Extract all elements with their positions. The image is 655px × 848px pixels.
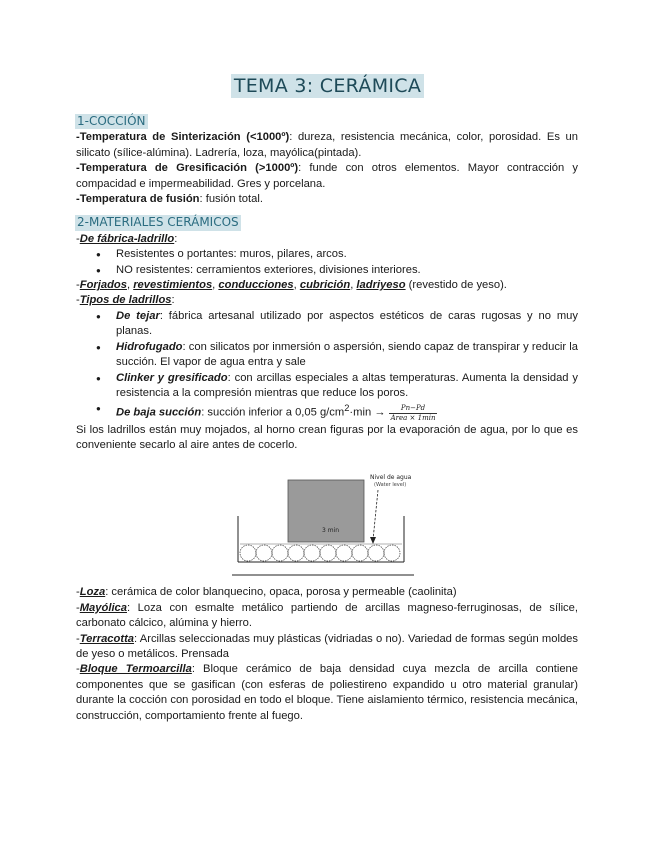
text-sinterizacion: : dureza, resistencia mecánica, color, porosidad. Es un silicato (sílice-alúmina). Ladrería, loza, mayólica(pintada). <box>76 131 578 159</box>
superscript: 2 <box>344 403 350 414</box>
support-circle <box>384 545 400 561</box>
paragraph-termoarcilla: -Bloque Termoarcilla: Bloque cerámico de baja densidad cuya mezcla de arcilla contiene componentes que se gasifican (con esferas de poliestireno expandido u otro material granular) durante la cocción con porosidad en todo el bloque. Tiene aislamiento térmico, resistencia mecánica, construcción, comportamiento frente al fuego. <box>76 663 578 722</box>
tipo-name: De baja succión <box>116 407 202 420</box>
list-item: ● Resistentes o portantes: muros, pilares, arcos. <box>76 247 578 262</box>
term-termoarcilla: Bloque Termoarcilla <box>79 663 192 676</box>
section-materiales <box>76 215 578 453</box>
section-heading-materiales: 2-MATERIALES CERÁMICOS <box>77 215 239 230</box>
document-body <box>76 114 578 724</box>
use-conducciones: conducciones <box>218 279 294 292</box>
list-item-baja-succion <box>76 401 578 422</box>
support-circle <box>272 545 288 561</box>
support-circle <box>320 545 336 561</box>
paragraph-sinterizacion <box>76 130 578 161</box>
tipo-name: Clinker y gresificado <box>116 371 228 384</box>
arrow-head-icon <box>370 537 376 544</box>
tipos-list <box>76 309 578 423</box>
support-circles <box>240 545 400 561</box>
tipo-text: : succión inferior a 0,05 g/cm <box>201 407 345 420</box>
page-title: TEMA 3: CERÁMICA <box>231 74 424 98</box>
support-circle <box>352 545 368 561</box>
support-circle <box>288 545 304 561</box>
brick-label: 3 min <box>322 527 340 534</box>
text-termoarcilla: : Bloque cerámico de baja densidad cuya mezcla de arcilla contiene componentes que se gasifican (con esferas de poliestireno expandido u otro material granular) durante la cocción con porosidad en todo el bloque. Tiene aislamiento térmico, resistencia mecánica, construcción, comportamiento frente al fuego. <box>76 663 578 722</box>
tipos-label: Tipos de ladrillos <box>79 294 172 307</box>
unit-min: ·min → <box>349 407 386 420</box>
title-container <box>0 74 655 98</box>
list-item-clinker <box>76 371 578 402</box>
section-tipos-ceramica <box>76 585 578 724</box>
support-circle <box>336 545 352 561</box>
uses-tail: (revestido de yeso). <box>408 279 507 292</box>
uses-line: -Forjados, revestimientos, conducciones, cubrición, ladriyeso (revestido de yeso). <box>76 279 507 292</box>
support-circle <box>304 545 320 561</box>
list-item-hidrofugado <box>76 340 578 371</box>
tipo-name: Hidrofugado <box>116 340 183 353</box>
support-circle <box>368 545 384 561</box>
tipo-name: De tejar <box>116 309 160 322</box>
term-fusion: -Temperatura de fusión <box>76 193 200 206</box>
use-forjados: Forjados <box>79 279 127 292</box>
tipos-heading: -Tipos de ladrillos: <box>76 294 175 307</box>
paragraph-note: Si los ladrillos están muy mojados, al horno crean figuras por la evaporación de agua, por lo que es conveniente secarlo al aire antes de cocerlo. <box>76 423 578 451</box>
formula-denominator: Area × 1min <box>390 413 436 422</box>
use-ladriyeso: ladriyeso <box>356 279 406 292</box>
term-mayolica: Mayólica <box>79 601 127 614</box>
formula-numerator: Pn−Pd <box>389 404 438 414</box>
paragraph-gresificacion <box>76 161 578 192</box>
text-fusion: : fusión total. <box>199 193 263 206</box>
support-circle <box>256 545 272 561</box>
term-gresificacion: -Temperatura de Gresificación (>1000º) <box>76 162 299 175</box>
tipo-text: : fábrica artesanal utilizado por aspectos estéticos de caras rugosas y no muy planas. <box>116 309 578 338</box>
text-gresificacion: : funde con otros elementos. Mayor contracción y compacidad e impermeabilidad. Gres y porcelana. <box>76 162 578 190</box>
fabrica-list <box>76 247 578 278</box>
fabrica-label: De fábrica-ladrillo <box>79 232 175 245</box>
term-loza: Loza <box>79 586 106 599</box>
use-revestimientos: revestimientos <box>133 279 213 292</box>
text-terracotta: : Arcillas seleccionadas muy plásticas (vidriadas o no). Variedad de formas según moldes de yeso o metálicos. Prensada <box>76 632 578 661</box>
list-item-de-tejar <box>76 309 578 340</box>
paragraph-terracotta: -Terracotta: Arcillas seleccionadas muy plásticas (vidriadas o no). Variedad de formas según moldes de yeso o metálicos. Prensada <box>76 632 578 661</box>
water-level-label: Nivel de agua <box>370 474 412 481</box>
use-cubricion: cubrición <box>299 279 351 292</box>
section-coccion <box>76 114 578 207</box>
section-heading-coccion: 1-COCCIÓN <box>77 114 146 128</box>
tipo-text: : con silicatos por inmersión o aspersión, siendo capaz de transpirar y reducir la succión. El vapor de agua entra y sale <box>116 340 578 369</box>
support-circle <box>240 545 256 561</box>
text-mayolica: : Loza con esmalte metálico partiendo de arcillas magneso-ferruginosas, de sílice, carbonato cálcico, alúmina y hierro. <box>76 601 578 630</box>
tipo-text: : con arcillas especiales a altas temperaturas. Aumenta la densidad y resistencia a la compresión mientras que reduce los poros. <box>116 371 578 399</box>
water-level-sublabel: (Water level) <box>374 482 407 488</box>
paragraph-loza: -Loza: cerámica de color blanquecino, opaca, porosa y permeable (caolinita) <box>76 586 457 599</box>
term-sinterizacion: -Temperatura de Sinterización (<1000º) <box>76 131 290 144</box>
arrow-line <box>373 490 378 540</box>
term-terracotta: Terracotta <box>79 632 135 645</box>
suction-test-diagram <box>228 466 418 580</box>
text-loza: : cerámica de color blanquecino, opaca, porosa y permeable (caolinita) <box>105 586 457 599</box>
formula <box>389 404 438 423</box>
fabrica-heading: -De fábrica-ladrillo: <box>76 232 178 245</box>
paragraph-fusion <box>76 192 578 207</box>
paragraph-mayolica: -Mayólica: Loza con esmalte metálico partiendo de arcillas magneso-ferruginosas, de sílice, carbonato cálcico, alúmina y hierro. <box>76 601 578 630</box>
list-item: ● NO resistentes: cerramientos exteriores, divisiones interiores. <box>76 263 578 278</box>
